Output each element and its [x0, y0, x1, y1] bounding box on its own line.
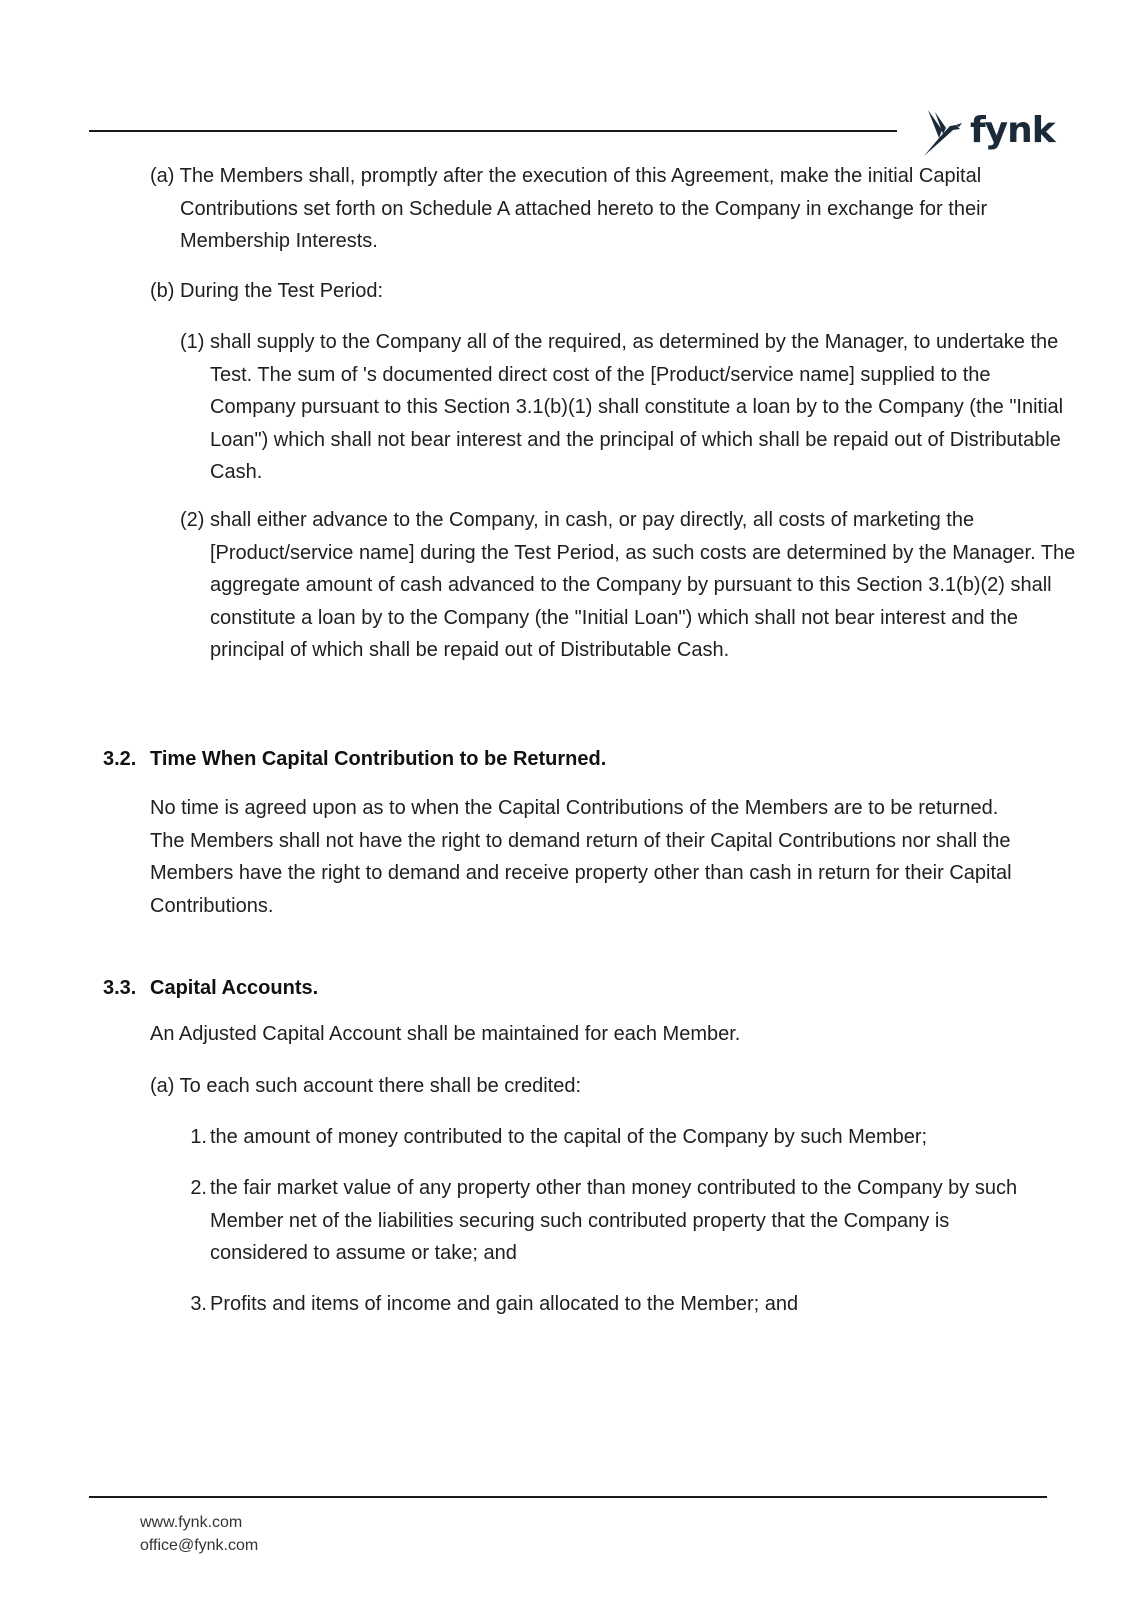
footer-email: office@fynk.com [140, 1537, 259, 1554]
footer-website: www.fynk.com [140, 1514, 243, 1531]
paragraph-b-test-period: (b) During the Test Period: [150, 280, 384, 302]
logo-wordmark: fynk [970, 109, 1055, 151]
section-3-2-body: No time is agreed upon as to when the Capital Contributions of the Members are to be returned. The Members shall not have the right to demand return of their Capital Contributions nor shall the Members have the right to demand and receive property other than cash in return for their Capital Contributions. [150, 797, 1012, 917]
header-divider [89, 130, 897, 132]
section-3-2-number: 3.2. [103, 748, 137, 770]
section-3-3-sub-a: (a) To each such account there shall be credited: [150, 1075, 581, 1097]
list-item [150, 1172, 1047, 1270]
footer-divider [89, 1496, 1047, 1498]
paragraph-b1-supply: (1) shall supply to the Company all of the required, as determined by the Manager, to undertake the Test. The sum of 's documented direct cost of the [Product/service name] supplied to the Company pursuant to this Section 3.1(b)(1) shall constitute a loan by to the Company (the "Initial Loan") which shall not bear interest and the principal of which shall be repaid out of Distributable Cash. [180, 331, 1064, 483]
list-item-text: the amount of money contributed to the capital of the Company by such Member; [210, 1126, 928, 1148]
section-3-3-title: Capital Accounts. [150, 977, 319, 999]
list-item-text: the fair market value of any property other than money contributed to the Company by such Member net of the liabilities securing such contributed property that the Company is considered to assume or take; and [210, 1177, 1018, 1264]
list-item [150, 1288, 1047, 1321]
list-item-number: 1. [190, 1126, 207, 1148]
brand-logo [922, 104, 1055, 162]
paragraph-a-initial-contributions: (a) The Members shall, promptly after the execution of this Agreement, make the initial Capital Contributions set forth on Schedule A attached hereto to the Company in exchange for their Membership Interests. [150, 165, 988, 252]
list-item-number: 2. [190, 1177, 207, 1199]
list-item-text: Profits and items of income and gain allocated to the Member; and [210, 1293, 799, 1315]
paragraph-b2-advance: (2) shall either advance to the Company, in cash, or pay directly, all costs of marketing the [Product/service name] during the Test Period, as such costs are determined by the Manager. The aggregate amount of cash advanced to the Company by pursuant to this Section 3.1(b)(2) shall constitute a loan by to the Company (the "Initial Loan") which shall not bear interest and the principal of which shall be repaid out of Distributable Cash. [180, 509, 1076, 661]
section-3-2-title: Time When Capital Contribution to be Returned. [150, 748, 607, 770]
list-item [150, 1121, 1047, 1154]
bird-icon [922, 108, 964, 158]
section-3-3-intro: An Adjusted Capital Account shall be maintained for each Member. [150, 1023, 741, 1045]
section-3-3-number: 3.3. [103, 977, 137, 999]
list-item-number: 3. [190, 1293, 207, 1315]
